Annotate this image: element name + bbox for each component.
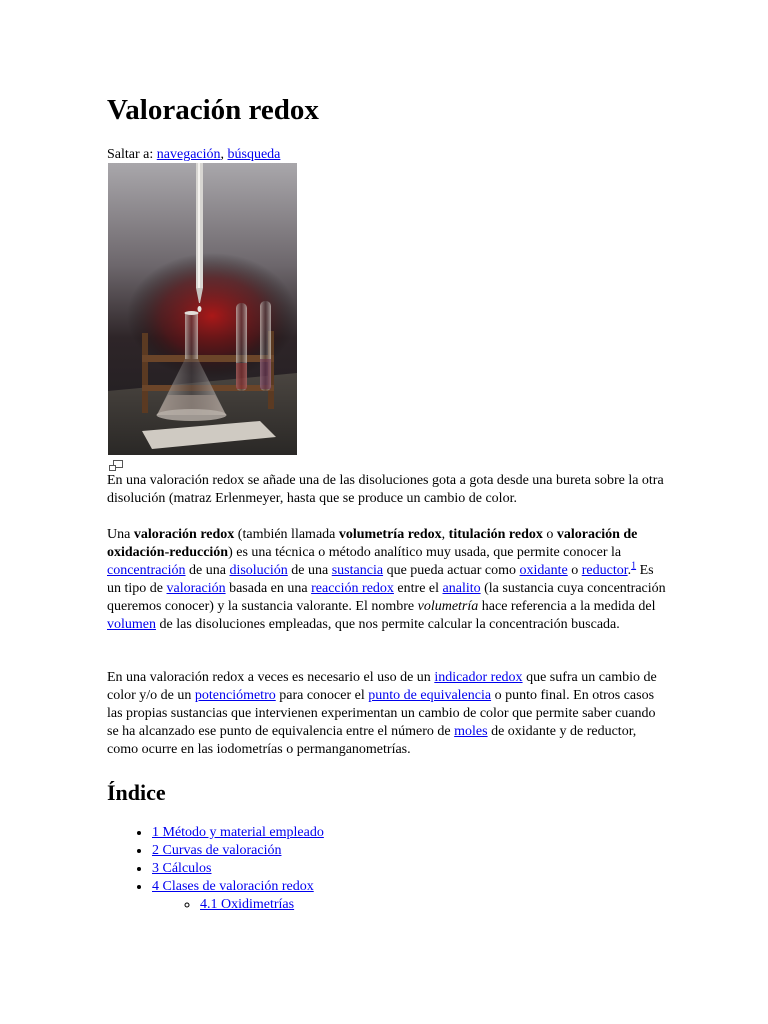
jump-separator: , — [220, 147, 228, 162]
link-analito[interactable]: analito — [442, 581, 481, 596]
bold-term: volumetría redox — [338, 527, 442, 542]
text: (también llamada — [234, 527, 339, 542]
jump-prefix: Saltar a: — [107, 147, 157, 162]
text: ) es una técnica o método analítico muy usada, que permite conocer la — [228, 545, 622, 560]
text: , — [441, 527, 449, 542]
enlarge-icon[interactable] — [109, 459, 123, 471]
text: de una — [287, 563, 332, 578]
text: (la sustancia cuya concentración queremos conocer) y la sustancia valorante. El nombre — [107, 581, 666, 614]
link-punto-de-equivalencia[interactable]: punto de equivalencia — [368, 688, 492, 703]
magnify-icon — [109, 460, 123, 472]
toc-subitem — [199, 896, 324, 914]
link-valoracion[interactable]: valoración — [166, 581, 226, 596]
link-sustancia[interactable]: sustancia — [331, 563, 384, 578]
page-title: Valoración redox — [107, 94, 319, 126]
indicator-paragraph — [107, 669, 667, 759]
toc-item — [151, 878, 324, 914]
toc-link[interactable]: 1 Método y material empleado — [152, 825, 324, 840]
reference-link[interactable]: 1 — [631, 560, 637, 572]
toc-item — [151, 860, 324, 878]
bold-term: valoración de oxidación-reducción — [107, 527, 638, 560]
link-oxidante[interactable]: oxidante — [519, 563, 568, 578]
toc-item — [151, 842, 324, 860]
text: que sufra un cambio de color y/o de un — [107, 670, 657, 703]
text: . — [627, 563, 632, 578]
text: En una valoración redox a veces es necesario el uso de un — [107, 670, 435, 685]
toc-item — [151, 824, 324, 842]
jump-navigation-link[interactable]: navegación — [156, 147, 221, 162]
link-concentracion[interactable]: concentración — [107, 563, 186, 578]
link-moles[interactable]: moles — [454, 724, 488, 739]
jump-search-link[interactable]: búsqueda — [227, 147, 281, 162]
toc-list — [107, 824, 324, 914]
titration-image[interactable] — [108, 163, 297, 455]
toc-sublist — [152, 896, 324, 914]
text: Es un tipo de — [107, 563, 654, 596]
link-volumen[interactable]: volumen — [107, 617, 156, 632]
toc-link[interactable]: 3 Cálculos — [152, 861, 212, 876]
text: hace referencia a la medida del — [478, 599, 656, 614]
link-indicador-redox[interactable]: indicador redox — [434, 670, 523, 685]
text: o punto final. En otros casos las propias sustancias que intervienen experimentan un cambio de color que permite saber cuando se ha alcanzado ese punto de equivalencia entre el número de — [107, 688, 656, 739]
text: o — [567, 563, 582, 578]
text: para conocer el — [275, 688, 369, 703]
link-disolucion[interactable]: disolución — [229, 563, 288, 578]
italic-term: volumetría — [417, 599, 479, 614]
link-potenciometro[interactable]: potenciómetro — [194, 688, 276, 703]
text: de oxidante y de reductor, como ocurre en las iodometrías o permanganometrías. — [107, 724, 637, 757]
link-reductor[interactable]: reductor — [581, 563, 628, 578]
jump-links — [107, 146, 280, 163]
toc-heading: Índice — [107, 780, 166, 805]
text: de una — [185, 563, 230, 578]
bold-term: titulación redox — [448, 527, 543, 542]
titration-photo — [108, 163, 297, 455]
text: Una — [107, 527, 134, 542]
text: o — [542, 527, 557, 542]
text: entre el — [393, 581, 443, 596]
text: que pueda actuar como — [383, 563, 520, 578]
toc-link[interactable]: 2 Curvas de valoración — [152, 843, 282, 858]
figure-caption: En una valoración redox se añade una de las disoluciones gota a gota desde una bureta sobre la otra disolución (matraz Erlenmeyer, hasta que se produce un cambio de color. — [107, 473, 664, 506]
toc-link[interactable]: 4 Clases de valoración redox — [152, 879, 314, 894]
toc-link[interactable]: 4.1 Oxidimetrías — [200, 897, 295, 912]
bold-term: valoración redox — [133, 527, 235, 542]
link-reaccion-redox[interactable]: reacción redox — [311, 581, 394, 596]
intro-paragraph — [107, 526, 667, 634]
text: de las disoluciones empleadas, que nos permite calcular la concentración buscada. — [156, 617, 620, 632]
text: basada en una — [225, 581, 312, 596]
